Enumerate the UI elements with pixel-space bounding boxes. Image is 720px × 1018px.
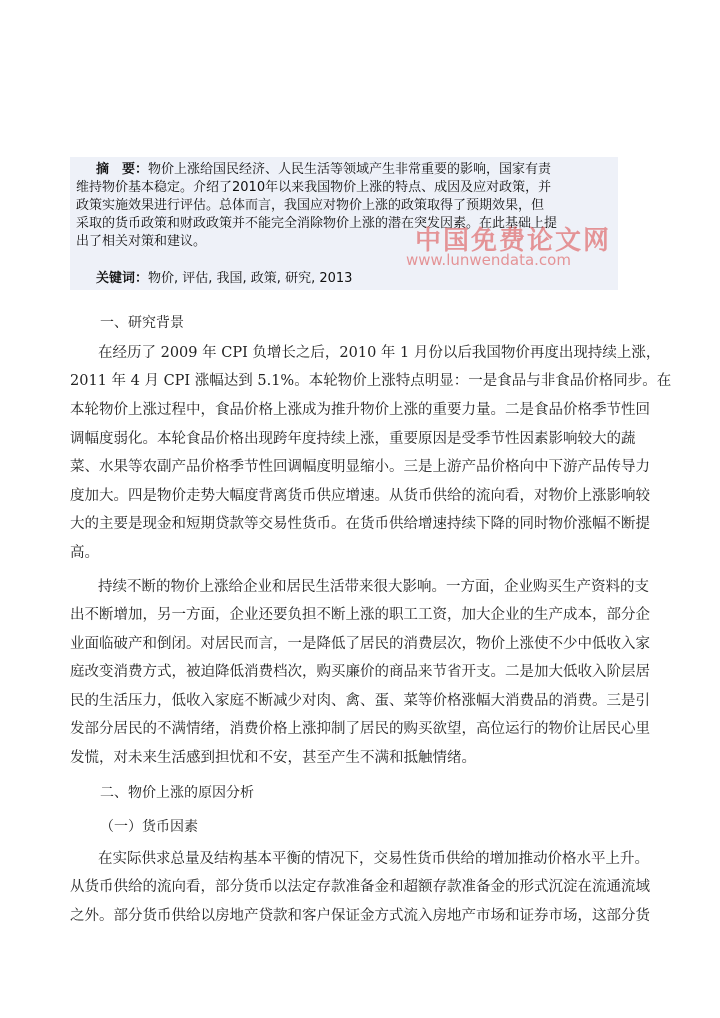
keywords-label: 关键词： (96, 271, 149, 286)
s1-p2-line-3: 业面临破产和倒闭。对居民而言，一是降低了居民的消费层次，物价上涨使不少中低收入家 (70, 636, 650, 652)
section-2-title: 二、物价上涨的原因分析 (100, 785, 254, 801)
s1-p1-line-2: 2011 年 4 月 CPI 涨幅达到 5.1%。本轮物价上涨特点明显：一是食品与非食品价格同步。在 (70, 373, 672, 389)
abstract-line-4: 采取的货币政策和财政政策并不能完全消除物价上涨的潜在突发因素。在此基础上提 (76, 216, 558, 231)
abstract-line-5: 出了相关对策和建议。 (76, 234, 207, 249)
s1-p2-line-4: 庭改变消费方式，被迫降低消费档次，购买廉价的商品来节省开支。二是加大低收入阶层居 (70, 664, 650, 680)
watermark-logo-text: 中国免费论文网 (415, 226, 612, 256)
s2-p1-line-2: 从货币供给的流向看，部分货币以法定存款准备金和超额存款准备金的形式沉淀在流通流域 (70, 879, 650, 895)
watermark-url: www.lunwendata.com (406, 251, 571, 269)
keywords-line (96, 267, 352, 286)
abstract-label: 摘 要： (96, 162, 149, 177)
section-1-title: 一、研究背景 (100, 315, 184, 331)
keywords-value: 物价, 评估, 我国, 政策, 研究, 2013 (148, 271, 353, 286)
abstract-line-3: 政策实施效果进行评估。总体而言，我国应对物价上涨的政策取得了预期效果，但 (76, 198, 545, 213)
s1-p1-line-1: 在经历了 2009 年 CPI 负增长之后，2010 年 1 月份以后我国物价再度出现持续上涨， (98, 345, 661, 361)
s1-p2-line-6: 发部分居民的不满情绪，消费价格上涨抑制了居民的购买欲望，高位运行的物价让居民心里 (70, 721, 650, 737)
s1-p1-line-8: 高。 (70, 545, 99, 561)
s1-p1-line-3: 本轮物价上涨过程中，食品价格上涨成为推升物价上涨的重要力量。二是食品价格季节性回 (70, 402, 650, 418)
s2-p1-line-1: 在实际供求总量及结构基本平衡的情况下，交易性货币供给的增加推动价格水平上升。 (98, 851, 649, 867)
s1-p1-line-6: 度加大。四是物价走势大幅度背离货币供应增速。从货币供给的流向看，对物价上涨影响较 (70, 488, 650, 504)
s1-p2-line-2: 出不断增加，另一方面，企业还要负担不断上涨的职工工资，加大企业的生产成本，部分企 (70, 607, 650, 623)
s1-p1-line-5: 菜、水果等农副产品价格季节性回调幅度明显缩小。三是上游产品价格向中下游产品传导力 (70, 459, 650, 475)
abstract-line-2: 维持物价基本稳定。介绍了2010年以来我国物价上涨的特点、成因及应对政策，并 (76, 180, 552, 195)
abstract-line-1: 摘 要：物价上涨给国民经济、人民生活等领域产生非常重要的影响，国家有责 (96, 162, 552, 177)
s1-p2-line-1: 持续不断的物价上涨给企业和居民生活带来很大影响。一方面，企业购买生产资料的支 (98, 579, 649, 595)
s1-p1-line-7: 大的主要是现金和短期贷款等交易性货币。在货币供给增速持续下降的同时物价涨幅不断提 (70, 516, 650, 532)
s1-p1-line-4: 调幅度弱化。本轮食品价格出现跨年度持续上涨，重要原因是受季节性因素影响较大的蔬 (70, 431, 636, 447)
s1-p2-line-5: 民的生活压力，低收入家庭不断减少对肉、禽、蛋、菜等价格涨幅大消费品的消费。三是引 (70, 693, 650, 709)
section-2-subtitle-1: （一）货币因素 (100, 819, 198, 835)
s1-p2-line-7: 发慌，对未来生活感到担忧和不安，甚至产生不满和抵触情绪。 (70, 750, 476, 766)
s2-p1-line-3: 之外。部分货币供给以房地产贷款和客户保证金方式流入房地产市场和证券市场，这部分货 (70, 908, 650, 924)
